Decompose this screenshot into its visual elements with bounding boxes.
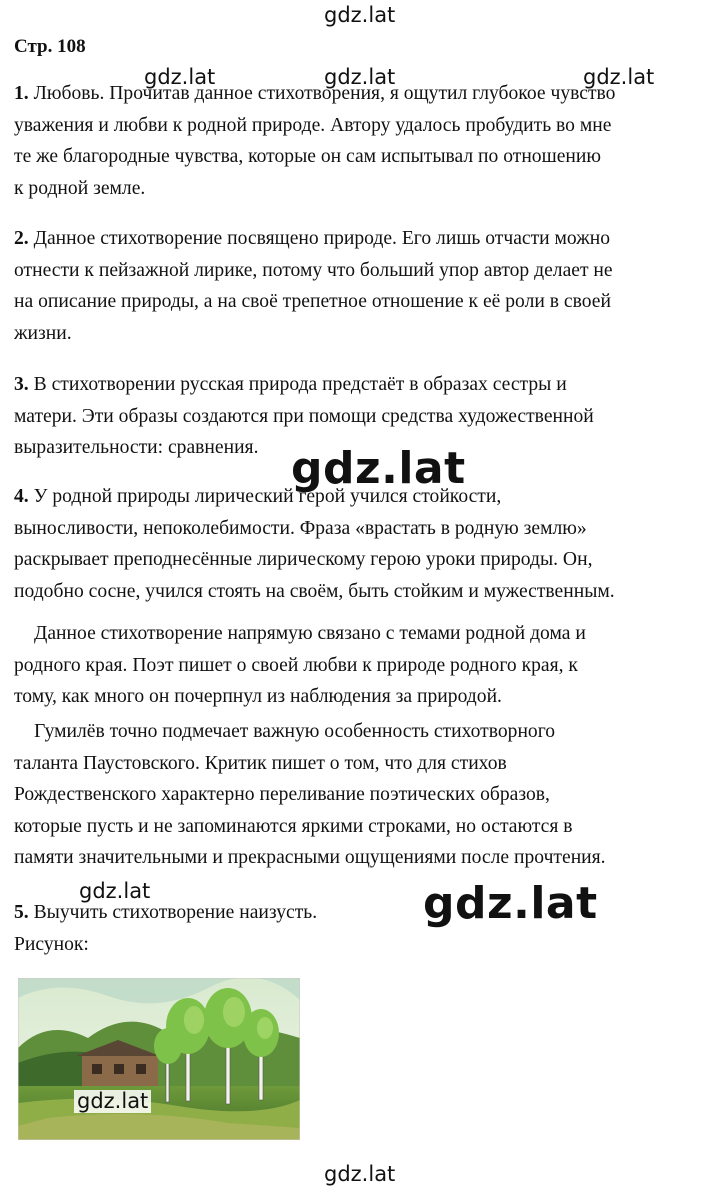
paragraph-homeland [14, 618, 714, 713]
landscape-painting-image [18, 978, 300, 1140]
answer-line: У родной природы лирический герой учился стойкости, [33, 486, 502, 507]
paragraph-line: Данное стихотворение напрямую связано с темами родной дома и [34, 623, 586, 644]
answer-number: 4. [14, 486, 29, 507]
answer-number: 5. [14, 902, 29, 923]
paragraph-line: родного края. Поэт пишет о своей любви к природе родного края, к [14, 654, 578, 676]
answer-line: выразительности: сравнения. [14, 437, 259, 458]
page-title: Стр. 108 [14, 36, 86, 57]
watermark: gdz.lat [288, 446, 469, 492]
answer-line: В стихотворении русская природа предстаёт в образах сестры и [33, 374, 567, 395]
landscape-drawing [18, 978, 300, 1140]
watermark: gdz.lat [580, 66, 657, 89]
watermark: gdz.lat [321, 1163, 398, 1186]
watermark: gdz.lat [141, 66, 218, 89]
answer-4 [14, 481, 714, 607]
paragraph-line: таланта Паустовского. Критик пишет о том, что для стихов [14, 752, 507, 774]
answer-line: матери. Эти образы создаются при помощи средства художественной [14, 405, 594, 427]
answer-line: выносливости, непоколебимости. Фраза «врастать в родную землю» [14, 517, 587, 539]
answer-line: к родной земле. [14, 177, 146, 199]
answer-line: отнести к пейзажной лирике, потому что больший упор автор делает не [14, 259, 613, 281]
watermark: gdz.lat [74, 1090, 151, 1113]
paragraph-line: памяти значительными и прекрасными ощущениями после прочтения. [14, 847, 606, 868]
answer-line: подобно сосне, учился стоять на своём, быть стойким и мужественным. [14, 580, 615, 602]
answer-number: 3. [14, 374, 29, 395]
answer-line: жизни. [14, 322, 72, 344]
answer-number: 1. [14, 83, 29, 104]
paragraph-line: Гумилёв точно подмечает важную особенность стихотворного [34, 721, 556, 742]
answer-line: Данное стихотворение посвящено природе. Его лишь отчасти можно [33, 228, 611, 249]
answer-line: Любовь. Прочитав данное стихотворения, я ощутил глубокое чувство [33, 83, 616, 104]
watermark: gdz.lat [420, 881, 601, 927]
drawing-label: Рисунок: [14, 933, 89, 955]
answer-line: на описание природы, а на своё трепетное отношение к её роли в своей [14, 291, 611, 312]
answer-line: те же благородные чувства, которые он сам испытывал по отношению [14, 146, 601, 167]
watermark: gdz.lat [76, 880, 153, 903]
answer-1 [14, 78, 714, 204]
answer-2 [14, 223, 714, 349]
answer-line: Выучить стихотворение наизусть. [33, 902, 318, 923]
watermark: gdz.lat [321, 4, 398, 27]
paragraph-line: которые пусть и не запоминаются яркими строками, но остаются в [14, 815, 573, 837]
answer-5 [14, 897, 714, 960]
answer-number: 2. [14, 228, 29, 249]
watermark: gdz.lat [321, 66, 398, 89]
paragraph-line: тому, как много он почерпнул из наблюдения за природой. [14, 686, 502, 707]
paragraph-line: Рождественского характерно переливание поэтических образов, [14, 784, 550, 805]
paragraph-gumilev [14, 716, 714, 874]
answer-line: уважения и любви к родной природе. Автору удалось пробудить во мне [14, 114, 612, 136]
answer-line: раскрывает преподнесённые лирическому герою уроки природы. Он, [14, 549, 593, 570]
